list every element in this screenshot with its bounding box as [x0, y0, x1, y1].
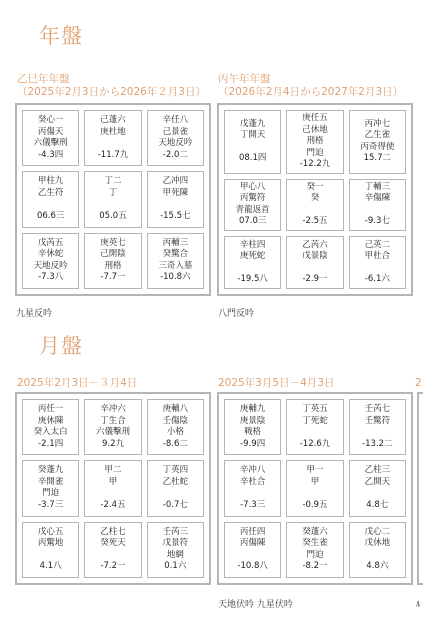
palace-line: 己景雀 — [162, 126, 189, 137]
palace-cell — [349, 522, 406, 578]
palace-line: 丙奇得使 — [360, 141, 395, 152]
palace-line: 乙生符 — [37, 187, 64, 198]
palace-cell — [147, 110, 204, 166]
palace-line: 壬驚符 — [364, 415, 391, 426]
palace-line: 天地反吟 — [33, 260, 68, 271]
palace-line: 天地反吟 — [158, 138, 193, 149]
palace-line: 癸 — [310, 193, 320, 204]
palace-line: 癸入太白 — [33, 427, 68, 438]
palace-line: -6.1六 — [364, 274, 390, 285]
palace-line: 癸心一 — [37, 115, 64, 126]
palace-line: 小格 — [166, 427, 184, 438]
palace-line — [86, 138, 139, 150]
palace-line: -19.5八 — [237, 274, 268, 285]
palace-line — [226, 263, 279, 275]
palace-line: 庚死蛇 — [239, 251, 266, 262]
palace-line — [351, 427, 404, 439]
palace-line: 辛傷陳 — [364, 193, 391, 204]
palace-line: 戊心五 — [37, 526, 64, 537]
palace-line: 乙杜蛇 — [162, 476, 189, 487]
palace-line: 丙驚符 — [239, 193, 266, 204]
palace-line: 05.0五 — [99, 210, 127, 221]
palace-line: -8.6二 — [162, 438, 188, 449]
year-board-2-heading — [218, 73, 403, 99]
palace-cell — [84, 110, 141, 166]
palace-line: 甲一 — [306, 465, 324, 476]
palace-line: 辛休蛇 — [37, 249, 64, 260]
palace-cell — [22, 522, 79, 578]
palace-line: 戊心二 — [364, 526, 391, 537]
palace-line: 壬傷陰 — [162, 415, 189, 426]
palace-line: 辛杜合 — [239, 476, 266, 487]
palace-line — [24, 199, 77, 211]
month-board-3-note-partial: ﾙ — [416, 600, 421, 610]
year-board-1-title: 乙巳年年盤 — [17, 73, 70, 85]
palace-line: 庚任五 — [302, 113, 328, 123]
palace-line: 六儀擊刑 — [95, 427, 130, 438]
palace-line: 甲杜合 — [364, 251, 391, 262]
palace-cell — [147, 522, 204, 578]
palace-cell — [22, 460, 79, 516]
year-board-1-grid — [15, 103, 211, 296]
palace-line — [149, 488, 202, 500]
palace-cell — [286, 236, 343, 289]
palace-cell — [224, 236, 281, 289]
palace-line: 乙冲四 — [162, 176, 189, 187]
palace-line: -12.2九 — [299, 159, 331, 169]
palace-line: 9.2九 — [101, 438, 124, 449]
palace-line: 癸一 — [306, 181, 324, 192]
palace-cell — [224, 110, 281, 174]
palace-line: 辛柱四 — [239, 239, 266, 250]
palace-line — [226, 488, 279, 500]
palace-line — [288, 205, 341, 217]
palace-line: 刑格 — [306, 136, 324, 146]
palace-line: 門迫 — [42, 488, 60, 499]
palace-cell — [22, 171, 79, 227]
palace-line: -2.4五 — [100, 499, 126, 510]
palace-line: 丙傷陳 — [239, 538, 266, 549]
palace-cell — [147, 399, 204, 455]
palace-line: 乙芮六 — [302, 239, 328, 250]
palace-line — [226, 550, 279, 562]
palace-line: 庚輔九 — [239, 404, 266, 415]
palace-line: 15.7二 — [363, 153, 392, 164]
palace-line — [86, 199, 139, 211]
palace-line: 丁 — [108, 187, 118, 198]
palace-line: 丙任一 — [37, 404, 64, 415]
palace-line: 三奇入墓 — [158, 260, 193, 271]
year-board-2-note: 八門反吟 — [218, 309, 255, 319]
palace-line: -7.3八 — [38, 272, 64, 283]
palace-line: 乙柱七 — [100, 526, 126, 537]
palace-line: -4.3四 — [38, 149, 64, 160]
month-board-2-note: 天地伏吟 九星伏吟 — [218, 600, 293, 610]
palace-line: -7.2一 — [100, 561, 126, 572]
palace-line: -15.5七 — [160, 210, 191, 221]
palace-line: 乙開天 — [364, 476, 391, 487]
palace-line: 己英二 — [364, 239, 391, 250]
palace-line: 六儀擊刑 — [33, 138, 68, 149]
palace-line: 乙生雀 — [364, 130, 391, 141]
palace-cell — [286, 179, 343, 232]
palace-cell — [349, 399, 406, 455]
palace-line: 乙柱三 — [364, 465, 391, 476]
palace-line: -7.3三 — [240, 499, 266, 510]
palace-cell — [349, 110, 406, 174]
palace-line: 丁英四 — [162, 465, 189, 476]
palace-line: 丁生合 — [100, 415, 126, 426]
palace-cell — [84, 522, 141, 578]
palace-line: -0.9五 — [302, 499, 328, 510]
palace-line: 刑格 — [104, 260, 122, 271]
palace-line: 辛開雀 — [37, 476, 64, 487]
palace-line: 丙傷天 — [37, 126, 64, 137]
year-section-title: 年盤 — [39, 24, 83, 48]
palace-line: 0.1六 — [164, 561, 187, 572]
palace-line — [288, 263, 341, 275]
palace-line: 甲心八 — [239, 181, 266, 192]
palace-line: 癸死天 — [100, 538, 126, 549]
palace-line: 辛任八 — [162, 115, 189, 126]
palace-line: -11.7九 — [97, 149, 129, 160]
year-board-2-range: （2026年2月4日から2027年2月3日） — [218, 86, 404, 98]
palace-line: -2.5五 — [302, 216, 328, 227]
palace-cell — [22, 399, 79, 455]
palace-line: 戊景符 — [162, 538, 189, 549]
palace-line: 甲柱九 — [37, 176, 64, 187]
year-board-2-grid — [217, 103, 413, 296]
palace-line: 丙冲七 — [364, 118, 391, 129]
palace-line: 4.8六 — [366, 561, 389, 572]
year-board-1-range: （2025年2月3日から2026年２月3日） — [17, 86, 206, 98]
palace-cell — [22, 110, 79, 166]
palace-cell — [349, 179, 406, 232]
year-board-1-heading — [17, 73, 206, 99]
palace-line: 丙輔三 — [162, 237, 189, 248]
palace-line: -13.2二 — [362, 438, 393, 449]
palace-line: 庚杜地 — [100, 126, 126, 137]
palace-line: -9.3七 — [364, 216, 390, 227]
palace-line: 戊景陰 — [302, 251, 328, 262]
palace-line: 丁死蛇 — [302, 415, 328, 426]
palace-cell — [286, 522, 343, 578]
palace-line: 08.1四 — [238, 153, 267, 164]
palace-line: 丙驚地 — [37, 538, 64, 549]
palace-cell — [147, 460, 204, 516]
palace-cell — [147, 171, 204, 227]
palace-line — [351, 205, 404, 217]
palace-line: -3.7三 — [38, 499, 64, 510]
palace-cell — [286, 399, 343, 455]
palace-cell — [286, 110, 343, 174]
palace-line: 癸蓬六 — [302, 526, 328, 537]
palace-line: 丁二 — [104, 176, 122, 187]
palace-line: 門迫 — [306, 147, 324, 158]
palace-line: 庚景陰 — [239, 415, 266, 426]
palace-line: -8.2一 — [302, 561, 328, 572]
month-board-1-grid — [15, 392, 211, 585]
palace-line: 07.0三 — [238, 216, 267, 227]
month-board-1-heading: 2025年2月3日－３月4日 — [17, 377, 138, 389]
palace-line: 癸生雀 — [302, 538, 328, 549]
palace-cell — [22, 233, 79, 289]
month-board-2-heading: 2025年3月5日－4月3日 — [218, 377, 335, 389]
palace-line — [351, 263, 404, 275]
palace-line: 癸驚合 — [162, 249, 189, 260]
palace-line: 青龍返首 — [235, 204, 270, 215]
palace-cell — [349, 460, 406, 516]
palace-line: 壬芮七 — [364, 404, 391, 415]
palace-line: 庚休陳 — [37, 415, 64, 426]
palace-line: 己蓬六 — [100, 115, 126, 126]
year-board-1-note: 九星反吟 — [16, 309, 53, 319]
palace-line — [86, 550, 139, 562]
palace-cell — [224, 399, 281, 455]
month-section-title: 月盤 — [39, 334, 83, 358]
palace-line: 地網 — [166, 549, 184, 560]
palace-line: 甲死陳 — [162, 187, 189, 198]
month-board-3-heading-partial: 2 — [415, 377, 422, 389]
palace-line: 丙任四 — [239, 526, 266, 537]
palace-cell — [84, 460, 141, 516]
palace-cell — [84, 399, 141, 455]
palace-line — [226, 142, 279, 154]
palace-cell — [147, 233, 204, 289]
palace-line — [24, 550, 77, 562]
palace-line — [288, 488, 341, 500]
palace-cell — [84, 233, 141, 289]
palace-line: -2.0二 — [162, 149, 188, 160]
palace-line: 庚英七 — [100, 237, 126, 248]
palace-cell — [224, 460, 281, 516]
palace-cell — [349, 236, 406, 289]
palace-line: -0.7七 — [162, 499, 188, 510]
palace-line: 癸蓬九 — [37, 465, 64, 476]
palace-line: -2.9一 — [302, 274, 328, 285]
palace-line — [149, 199, 202, 211]
palace-line: 門迫 — [306, 549, 324, 560]
palace-line — [86, 488, 139, 500]
palace-line: -7.7一 — [100, 272, 126, 283]
palace-line: -10.8六 — [160, 272, 191, 283]
month-board-3-partial — [417, 392, 423, 585]
palace-line: 己開陰 — [100, 249, 126, 260]
palace-line: 06.6三 — [36, 210, 65, 221]
palace-line: 戊蓬九 — [239, 118, 266, 129]
palace-line: -2.1四 — [38, 438, 64, 449]
palace-line: 己休地 — [302, 124, 328, 135]
palace-cell — [84, 171, 141, 227]
palace-line: -10.8八 — [237, 561, 268, 572]
palace-cell — [286, 460, 343, 516]
palace-line: 4.1八 — [39, 561, 62, 572]
palace-line: 4.8七 — [366, 499, 389, 510]
palace-line: -12.6九 — [299, 438, 331, 449]
palace-line: 甲 — [310, 476, 320, 487]
month-board-2-grid — [217, 392, 413, 585]
palace-line: 甲二 — [104, 465, 122, 476]
palace-line: -9.9四 — [240, 438, 266, 449]
year-board-2-title: 丙午年年盤 — [218, 73, 271, 85]
palace-line: 戊休地 — [364, 538, 391, 549]
palace-line: 壬芮三 — [162, 526, 189, 537]
palace-line: 甲 — [108, 476, 118, 487]
palace-line: 辛冲八 — [239, 465, 266, 476]
palace-line: 辛冲六 — [100, 404, 126, 415]
palace-cell — [224, 179, 281, 232]
palace-line: 丁英五 — [302, 404, 328, 415]
palace-line — [351, 550, 404, 562]
palace-line: 庚輔八 — [162, 404, 189, 415]
palace-line: 丁輔三 — [364, 181, 391, 192]
palace-cell — [224, 522, 281, 578]
palace-line — [288, 427, 341, 439]
palace-line: 戦格 — [244, 427, 262, 438]
palace-line: 戊芮五 — [37, 237, 64, 248]
palace-line: 丁開天 — [239, 130, 266, 141]
palace-line — [351, 488, 404, 500]
